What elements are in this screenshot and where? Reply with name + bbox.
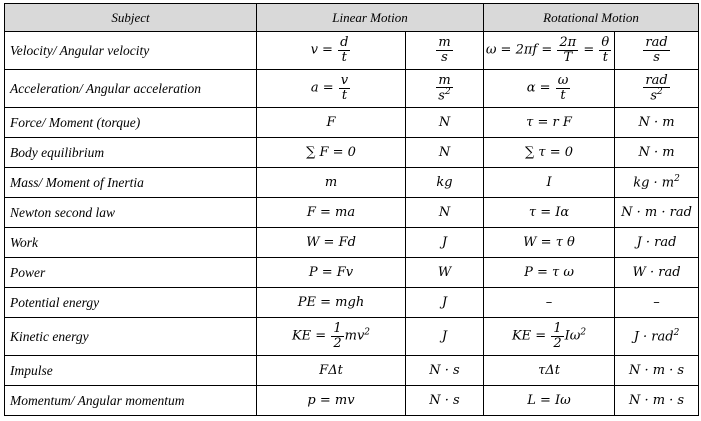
rotational-equation: α = $\frac{\omega}{t}$ (484, 70, 615, 108)
rotational-equation: I (484, 168, 615, 198)
rotational-equation: ∑ τ = 0 (484, 138, 615, 168)
linear-unit: N · s (406, 386, 484, 416)
table-row (5, 70, 699, 108)
table-row (5, 138, 699, 168)
rotational-unit: J · rad$^2$ (615, 318, 699, 356)
linear-unit: N · s (406, 356, 484, 386)
row-subject: Momentum/ Angular momentum (5, 386, 257, 416)
rotational-equation: P = τ ω (484, 258, 615, 288)
rotational-unit: N · m (615, 108, 699, 138)
linear-unit: $\frac{m}{s}$ (406, 32, 484, 70)
linear-equation: P = Fv (257, 258, 406, 288)
motion-comparison-table (4, 3, 699, 416)
linear-equation: FΔt (257, 356, 406, 386)
rotational-unit: $\frac{\text{rad}}{s^2}$ (615, 70, 699, 108)
table-row (5, 228, 699, 258)
rotational-unit: N · m · s (615, 356, 699, 386)
table-row (5, 356, 699, 386)
table-row (5, 32, 699, 70)
linear-equation: KE = $\frac{1}{2}$ $mv^2$ (257, 318, 406, 356)
rotational-unit: J · rad (615, 228, 699, 258)
linear-unit: $\frac{m}{s^2}$ (406, 70, 484, 108)
table-row (5, 288, 699, 318)
row-subject: Mass/ Moment of Inertia (5, 168, 257, 198)
rotational-unit: W · rad (615, 258, 699, 288)
rotational-unit: kg · $m^2$ (615, 168, 699, 198)
table-row (5, 108, 699, 138)
table-row (5, 198, 699, 228)
linear-unit: kg (406, 168, 484, 198)
row-subject: Velocity/ Angular velocity (5, 32, 257, 70)
linear-unit: N (406, 198, 484, 228)
linear-equation: F (257, 108, 406, 138)
rotational-unit: N · m · rad (615, 198, 699, 228)
linear-unit: W (406, 258, 484, 288)
linear-equation: PE = mgh (257, 288, 406, 318)
linear-equation: W = Fd (257, 228, 406, 258)
rotational-equation: W = τ θ (484, 228, 615, 258)
row-subject: Potential energy (5, 288, 257, 318)
table-row (5, 258, 699, 288)
rotational-unit: – (615, 288, 699, 318)
row-subject: Body equilibrium (5, 138, 257, 168)
row-subject: Acceleration/ Angular acceleration (5, 70, 257, 108)
rotational-equation: L = Iω (484, 386, 615, 416)
row-subject: Kinetic energy (5, 318, 257, 356)
linear-unit: J (406, 318, 484, 356)
header-subject: Subject (5, 4, 257, 32)
row-subject: Work (5, 228, 257, 258)
linear-unit: N (406, 108, 484, 138)
rotational-equation: ω = 2πf = $\frac{2\pi}{T}$ = $\frac{\theta}{t}$ (484, 32, 615, 70)
rotational-equation: τΔt (484, 356, 615, 386)
rotational-equation: τ = r F (484, 108, 615, 138)
linear-unit: J (406, 288, 484, 318)
linear-equation: a = $\frac{v}{t}$ (257, 70, 406, 108)
linear-equation: ∑ F = 0 (257, 138, 406, 168)
rotational-unit: $\frac{\text{rad}}{s}$ (615, 32, 699, 70)
rotational-equation: – (484, 288, 615, 318)
linear-equation: F = ma (257, 198, 406, 228)
rotational-unit: N · m (615, 138, 699, 168)
row-subject: Force/ Moment (torque) (5, 108, 257, 138)
row-subject: Newton second law (5, 198, 257, 228)
linear-unit: N (406, 138, 484, 168)
rotational-equation: τ = Iα (484, 198, 615, 228)
linear-unit: J (406, 228, 484, 258)
row-subject: Power (5, 258, 257, 288)
row-subject: Impulse (5, 356, 257, 386)
header-linear-motion: Linear Motion (257, 4, 484, 32)
linear-equation: m (257, 168, 406, 198)
rotational-equation: KE = $\frac{1}{2}$ $I\omega^2$ (484, 318, 615, 356)
table-row (5, 318, 699, 356)
header-rotational-motion: Rotational Motion (484, 4, 699, 32)
linear-equation: v = $\frac{d}{t}$ (257, 32, 406, 70)
header-row (5, 4, 699, 32)
linear-equation: p = mv (257, 386, 406, 416)
table-row (5, 168, 699, 198)
table-row (5, 386, 699, 416)
rotational-unit: N · m · s (615, 386, 699, 416)
